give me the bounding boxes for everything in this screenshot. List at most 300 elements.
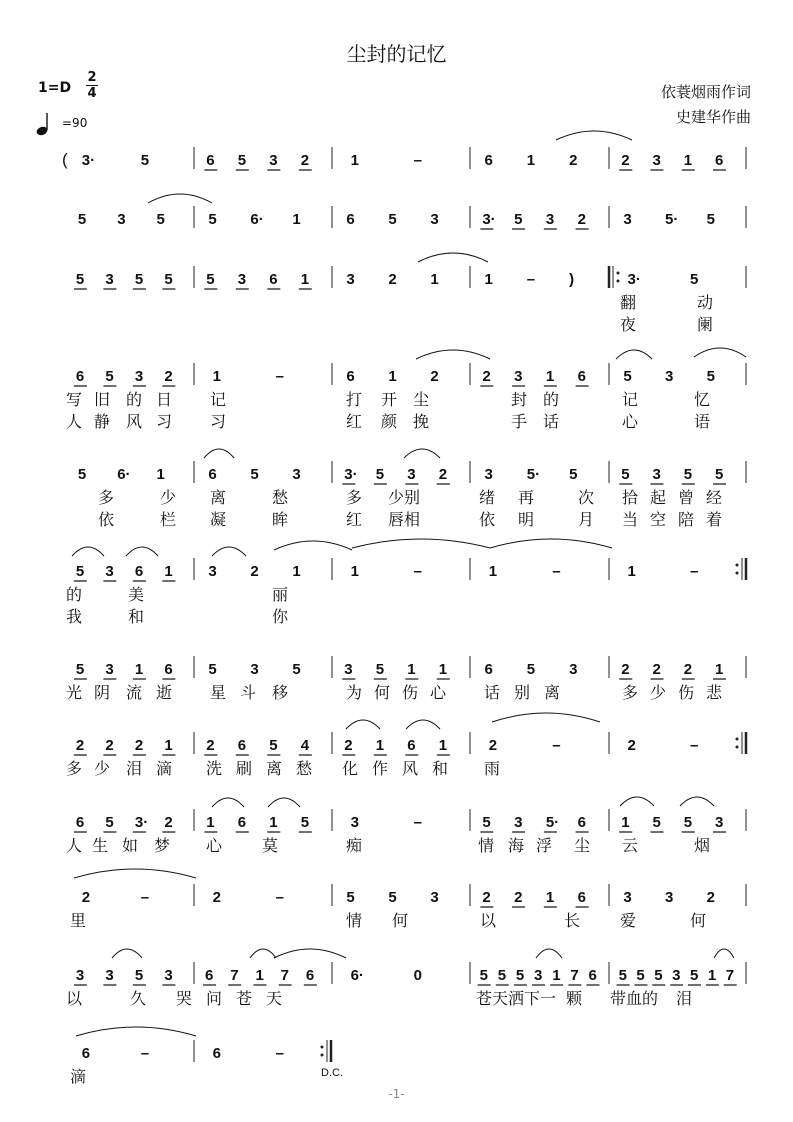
note: 3 bbox=[105, 661, 114, 678]
note: 5 bbox=[164, 271, 173, 288]
slur bbox=[416, 350, 490, 359]
note: 1 bbox=[375, 737, 385, 754]
note: 3 bbox=[430, 889, 439, 906]
note: 1 bbox=[683, 152, 693, 169]
note: 3 bbox=[715, 814, 724, 831]
page-number: -1- bbox=[388, 1087, 405, 1101]
note: 2 bbox=[652, 661, 661, 678]
lyric-verse1: 烟 bbox=[694, 838, 711, 855]
lyric-verse2: 风 bbox=[126, 414, 143, 431]
note: 2 bbox=[75, 737, 85, 754]
note: 3 bbox=[430, 211, 439, 228]
lyric-verse1: 何 bbox=[690, 913, 707, 930]
lyric-verse1: 斗 bbox=[240, 685, 257, 702]
lyric-verse2: 习 bbox=[156, 414, 173, 431]
note: 5 bbox=[623, 368, 632, 385]
lyric-verse1: 再 bbox=[518, 490, 535, 507]
note: 2 bbox=[250, 563, 259, 580]
lyric-verse2: 唇相 bbox=[388, 512, 421, 529]
note: 5 bbox=[621, 466, 630, 483]
lyric-verse1: 开 bbox=[381, 392, 398, 409]
lyric-verse1: 化 bbox=[342, 761, 359, 778]
note: 5 bbox=[208, 211, 217, 228]
note: 2 bbox=[683, 661, 693, 678]
lyric-verse1: 的 bbox=[126, 392, 143, 409]
note: 6 bbox=[75, 814, 85, 831]
note: 5 bbox=[292, 661, 301, 678]
lyric-verse1: 逝 bbox=[156, 685, 173, 702]
dash-note: – bbox=[690, 737, 699, 754]
note: 6 bbox=[269, 271, 278, 288]
slur bbox=[112, 949, 142, 958]
note: 2 bbox=[577, 211, 586, 228]
note: 3· bbox=[627, 271, 641, 288]
lyric-verse1: 海 bbox=[508, 838, 525, 855]
dash-note: – bbox=[275, 1045, 284, 1062]
note: 1 bbox=[627, 563, 636, 580]
note: 1 bbox=[621, 814, 630, 831]
lyric-verse1: 心 bbox=[430, 685, 447, 702]
note: 5 bbox=[134, 967, 144, 984]
lyric-verse1: 里 bbox=[70, 913, 87, 930]
note: 3 bbox=[105, 271, 114, 288]
note: 5 bbox=[140, 152, 150, 169]
note: 3 bbox=[545, 211, 555, 228]
note: 3 bbox=[534, 967, 543, 984]
note: 5 bbox=[690, 967, 699, 984]
lyric-verse1: 哭 bbox=[176, 991, 193, 1008]
lyric-verse1: 曾 bbox=[678, 490, 695, 507]
note: 5 bbox=[300, 814, 310, 831]
repeat-dot bbox=[617, 272, 620, 275]
note: 1 bbox=[212, 368, 221, 385]
note: 2 bbox=[430, 368, 439, 385]
lyric-verse1: 尘 bbox=[574, 838, 591, 855]
note: 5 bbox=[654, 967, 663, 984]
note: 7 bbox=[230, 967, 239, 984]
lyric-verse1: 次 bbox=[578, 490, 595, 507]
lyric-verse1: 多 bbox=[98, 490, 115, 507]
lyric-verse1: 以 bbox=[480, 913, 497, 930]
lyric-verse1: 动 bbox=[697, 295, 714, 312]
note: 5 bbox=[250, 466, 259, 483]
note: 3 bbox=[672, 967, 681, 984]
lyric-verse2: 空 bbox=[650, 512, 667, 529]
note: 5 bbox=[75, 563, 85, 580]
note: 2 bbox=[388, 271, 397, 288]
lyric-verse1: 莫 bbox=[262, 838, 279, 855]
note: 3 bbox=[484, 466, 493, 483]
note: 5 bbox=[706, 211, 716, 228]
slur bbox=[74, 869, 196, 878]
note: 3 bbox=[75, 967, 85, 984]
dash-note: – bbox=[552, 737, 561, 754]
slur bbox=[126, 547, 158, 556]
note: 7 bbox=[725, 967, 735, 984]
slur bbox=[72, 547, 104, 556]
note: 5 bbox=[375, 661, 385, 678]
note: 1 bbox=[134, 661, 144, 678]
lyric-verse1: 刷 bbox=[236, 761, 253, 778]
note: 1 bbox=[430, 271, 439, 288]
repeat-dot bbox=[321, 1046, 324, 1049]
note: 5 bbox=[618, 967, 627, 984]
note: 6 bbox=[346, 211, 355, 228]
note: 3 bbox=[208, 563, 217, 580]
time-signature-top: 2 bbox=[87, 70, 97, 85]
note: 3 bbox=[623, 211, 632, 228]
note: 5 bbox=[75, 661, 85, 678]
note: 7 bbox=[280, 967, 289, 984]
lyric-verse1: 翻 bbox=[620, 295, 637, 312]
note: 1 bbox=[164, 737, 173, 754]
note: 5 bbox=[706, 368, 716, 385]
lyric-verse1: 忆 bbox=[694, 392, 711, 409]
note: 2 bbox=[627, 737, 636, 754]
lyric-verse2: 心 bbox=[622, 414, 639, 431]
lyric-verse1: 爱 bbox=[620, 913, 637, 930]
note: 2 bbox=[514, 889, 523, 906]
note: 5 bbox=[269, 737, 278, 754]
note: 1 bbox=[545, 368, 555, 385]
slur bbox=[492, 713, 600, 722]
lyric-verse1: 长 bbox=[564, 913, 581, 930]
note: 6 bbox=[484, 152, 493, 169]
lyric-verse2: 阑 bbox=[697, 317, 714, 334]
lyric-verse1: 久 bbox=[130, 991, 147, 1008]
note: 1 bbox=[350, 152, 359, 169]
lyric-verse1: 的 bbox=[543, 392, 560, 409]
slur bbox=[536, 949, 562, 958]
lyric-verse2: 夜 bbox=[620, 317, 637, 334]
note: 3· bbox=[134, 814, 149, 831]
note: 3 bbox=[344, 661, 353, 678]
slur bbox=[346, 720, 380, 729]
note: 3 bbox=[514, 814, 523, 831]
dash-note: – bbox=[690, 563, 699, 580]
note: 3 bbox=[569, 661, 578, 678]
note: 5· bbox=[665, 211, 679, 228]
note: 3· bbox=[81, 152, 96, 169]
note: 2 bbox=[206, 737, 215, 754]
note: 5 bbox=[715, 466, 724, 483]
lyric-verse1: 苍天洒下一 bbox=[476, 991, 557, 1008]
note: 3 bbox=[346, 271, 355, 288]
lyric-verse2: 手 bbox=[511, 414, 528, 431]
lyric-verse2: 语 bbox=[694, 414, 711, 431]
note: 6· bbox=[117, 466, 131, 483]
lyric-verse2: 月 bbox=[578, 512, 595, 529]
lyricist-credit: 依蓑烟雨作词 bbox=[660, 83, 751, 101]
note: 3 bbox=[350, 814, 359, 831]
lyric-verse1: 打 bbox=[346, 392, 363, 409]
note: 5 bbox=[75, 271, 85, 288]
note: 1 bbox=[206, 814, 215, 831]
note: 5 bbox=[690, 271, 699, 288]
lyric-verse2: 依 bbox=[98, 512, 115, 529]
note: 5 bbox=[156, 211, 165, 228]
lyric-verse1: 和 bbox=[432, 761, 449, 778]
lyric-verse1: 悲 bbox=[706, 685, 723, 702]
note: 5 bbox=[388, 211, 397, 228]
note: 2 bbox=[621, 152, 630, 169]
lyric-verse2: 和 bbox=[128, 609, 145, 626]
lyric-verse2: 着 bbox=[706, 512, 723, 529]
time-signature-bottom: 4 bbox=[87, 86, 97, 101]
lyric-verse1: 风 bbox=[402, 761, 419, 778]
dash-note: – bbox=[552, 563, 561, 580]
note: 2 bbox=[164, 368, 173, 385]
lyric-verse1: 离 bbox=[210, 490, 227, 507]
note: 6 bbox=[715, 152, 724, 169]
composer-credit: 史建华作曲 bbox=[675, 108, 751, 126]
lyric-verse1: 生 bbox=[92, 838, 109, 855]
note: 1 bbox=[156, 466, 165, 483]
note: 1 bbox=[715, 661, 724, 678]
repeat-dot bbox=[321, 1054, 324, 1057]
note: 2 bbox=[105, 737, 114, 754]
dash-note: – bbox=[275, 368, 284, 385]
lyric-verse2: 静 bbox=[94, 414, 111, 431]
lyric-verse2: 习 bbox=[210, 414, 227, 431]
note: 1 bbox=[292, 211, 301, 228]
dash-note: – bbox=[413, 814, 422, 831]
lyric-verse1: 星 bbox=[210, 685, 227, 702]
lyric-verse1: 多 bbox=[66, 761, 83, 778]
note: 5· bbox=[526, 466, 541, 483]
lyric-verse2: 挽 bbox=[413, 414, 430, 431]
note: 1 bbox=[438, 661, 448, 678]
note: 6 bbox=[237, 814, 247, 831]
note: 6 bbox=[577, 814, 586, 831]
lyric-verse1: 愁 bbox=[296, 761, 313, 778]
lyric-verse1: 雨 bbox=[484, 761, 501, 778]
lyric-verse1: 少别 bbox=[388, 490, 421, 507]
note: 1 bbox=[350, 563, 359, 580]
dash-note: – bbox=[413, 563, 422, 580]
note: 2 bbox=[81, 889, 91, 906]
lyric-verse2: 人 bbox=[66, 414, 83, 431]
lyric-verse1: 人 bbox=[66, 838, 83, 855]
note: 3 bbox=[292, 466, 301, 483]
lyric-verse1: 痴 bbox=[346, 838, 363, 855]
dash-note: – bbox=[526, 271, 536, 288]
note: 5 bbox=[77, 211, 87, 228]
note: 6 bbox=[237, 737, 247, 754]
note: 2 bbox=[300, 152, 310, 169]
lyric-verse2: 明 bbox=[518, 512, 535, 529]
note: 3· bbox=[482, 211, 496, 228]
note: 2 bbox=[482, 368, 491, 385]
note: 6· bbox=[250, 211, 264, 228]
lyric-verse1: 心 bbox=[206, 838, 223, 855]
lyric-verse2: 陪 bbox=[678, 512, 695, 529]
note: 3 bbox=[623, 889, 632, 906]
note: 2 bbox=[134, 737, 144, 754]
note: 2 bbox=[488, 737, 498, 754]
note: 2 bbox=[621, 661, 630, 678]
slur bbox=[212, 798, 244, 807]
lyric-verse1: 移 bbox=[272, 685, 289, 702]
note: 3 bbox=[237, 271, 247, 288]
note: 5 bbox=[514, 211, 523, 228]
note: 1 bbox=[407, 661, 416, 678]
note: 1 bbox=[388, 368, 397, 385]
key-signature: 1=D bbox=[38, 80, 72, 96]
slur bbox=[556, 131, 632, 140]
lyric-verse2: 话 bbox=[543, 414, 560, 431]
lyric-verse1: 多 bbox=[622, 685, 639, 702]
note: 6 bbox=[407, 737, 416, 754]
lyric-verse1: 浮 bbox=[536, 838, 553, 855]
lyric-verse1: 少 bbox=[160, 490, 177, 507]
note: 6 bbox=[206, 152, 215, 169]
note: 5 bbox=[388, 889, 397, 906]
slur bbox=[694, 348, 746, 357]
lyric-verse2: 颜 bbox=[381, 414, 398, 431]
note: 6 bbox=[305, 967, 315, 984]
lyric-verse1: 日 bbox=[156, 392, 173, 409]
lyric-verse2: 栏 bbox=[160, 512, 177, 529]
lyric-verse1: 多 bbox=[346, 490, 363, 507]
note: 3 bbox=[117, 211, 126, 228]
slur bbox=[76, 1027, 196, 1036]
lyric-verse1: 作 bbox=[372, 761, 389, 778]
repeat-dot bbox=[736, 738, 739, 741]
lyric-verse1: 天 bbox=[266, 991, 283, 1008]
note: 6 bbox=[577, 889, 586, 906]
note: 3 bbox=[134, 368, 144, 385]
dash-note: – bbox=[275, 889, 284, 906]
lyric-verse1: 梦 bbox=[154, 838, 171, 855]
note: 5 bbox=[237, 152, 247, 169]
note: 5 bbox=[105, 814, 114, 831]
note: 1 bbox=[552, 967, 561, 984]
note: 3 bbox=[407, 466, 416, 483]
lyric-verse1: 带血的 bbox=[610, 991, 659, 1008]
note: ) bbox=[569, 271, 575, 288]
lyric-verse2: 你 bbox=[272, 609, 289, 626]
lyric-verse1: 离 bbox=[266, 761, 283, 778]
note: 5 bbox=[105, 368, 114, 385]
slur bbox=[680, 797, 714, 806]
slur bbox=[250, 949, 276, 958]
dash-note: – bbox=[140, 889, 150, 906]
note: 5 bbox=[208, 661, 217, 678]
note: 3 bbox=[652, 466, 661, 483]
note: 5 bbox=[569, 466, 578, 483]
lyric-verse1: 如 bbox=[122, 838, 139, 855]
slur bbox=[714, 949, 734, 958]
lyric-verse2: 眸 bbox=[272, 512, 289, 529]
lyric-verse1: 离 bbox=[544, 685, 561, 702]
lyric-verse1: 少 bbox=[94, 761, 111, 778]
lyric-verse1: 起 bbox=[650, 490, 667, 507]
lyric-verse1: 颗 bbox=[566, 991, 583, 1008]
lyric-verse1: 写 bbox=[66, 392, 83, 409]
dc-mark: D.C. bbox=[321, 1067, 343, 1079]
lyric-verse1: 拾 bbox=[622, 490, 639, 507]
note: 1 bbox=[269, 814, 278, 831]
note: 1 bbox=[484, 271, 493, 288]
note: 3 bbox=[105, 563, 114, 580]
lyric-verse1: 少 bbox=[650, 685, 667, 702]
slur bbox=[616, 350, 652, 359]
lyric-verse1: 苍 bbox=[236, 991, 253, 1008]
slur bbox=[268, 798, 300, 807]
note: 6 bbox=[81, 1045, 91, 1062]
lyric-verse1: 经 bbox=[706, 490, 723, 507]
lyric-verse1: 洗 bbox=[206, 761, 223, 778]
slur bbox=[406, 720, 440, 729]
note: 2 bbox=[438, 466, 448, 483]
note: 1 bbox=[488, 563, 498, 580]
note: 1 bbox=[164, 563, 173, 580]
note: 6 bbox=[75, 368, 85, 385]
note: 3· bbox=[344, 466, 358, 483]
slur bbox=[404, 449, 440, 458]
note: 5 bbox=[683, 814, 693, 831]
tempo-marking: =90 bbox=[62, 116, 88, 130]
note: 2 bbox=[706, 889, 716, 906]
note: 1 bbox=[545, 889, 555, 906]
dash-note: – bbox=[140, 1045, 150, 1062]
lyric-verse1: 情 bbox=[478, 838, 495, 855]
lyric-verse1: 愁 bbox=[272, 490, 289, 507]
note: 5 bbox=[77, 466, 87, 483]
note: 1 bbox=[526, 152, 536, 169]
lyric-verse1: 何 bbox=[374, 685, 391, 702]
dash-note: – bbox=[413, 152, 422, 169]
lyric-verse1: 记 bbox=[210, 392, 227, 409]
note: 1 bbox=[292, 563, 301, 580]
note: 3 bbox=[652, 152, 661, 169]
lyric-verse1: 光 bbox=[66, 685, 83, 702]
slur bbox=[418, 253, 488, 262]
note: 3 bbox=[164, 967, 173, 984]
lyric-verse1: 伤 bbox=[402, 685, 419, 702]
note: 6 bbox=[484, 661, 493, 678]
repeat-dot bbox=[736, 746, 739, 749]
note: 3 bbox=[250, 661, 259, 678]
note: 6· bbox=[350, 967, 364, 984]
note: 5 bbox=[497, 967, 507, 984]
note: 7 bbox=[570, 967, 579, 984]
note: 1 bbox=[255, 967, 264, 984]
note: 2 bbox=[569, 152, 578, 169]
slur bbox=[352, 539, 490, 548]
repeat-dot bbox=[617, 280, 620, 283]
lyric-verse1: 记 bbox=[622, 392, 639, 409]
note: 6 bbox=[346, 368, 355, 385]
song-title: 尘封的记忆 bbox=[346, 42, 447, 66]
lyric-verse1: 滴 bbox=[70, 1069, 87, 1086]
note: 3 bbox=[665, 889, 674, 906]
note: 6 bbox=[164, 661, 173, 678]
note: 2 bbox=[344, 737, 353, 754]
note: 5 bbox=[652, 814, 661, 831]
slur bbox=[274, 541, 352, 550]
slur bbox=[620, 797, 654, 806]
lyric-verse1: 的 bbox=[66, 587, 83, 604]
note: 0 bbox=[413, 967, 422, 984]
repeat-dot bbox=[736, 572, 739, 575]
note: 5 bbox=[346, 889, 355, 906]
note: 2 bbox=[212, 889, 221, 906]
repeat-dot bbox=[736, 564, 739, 567]
slur bbox=[204, 449, 234, 458]
lyric-verse1: 阴 bbox=[94, 685, 111, 702]
